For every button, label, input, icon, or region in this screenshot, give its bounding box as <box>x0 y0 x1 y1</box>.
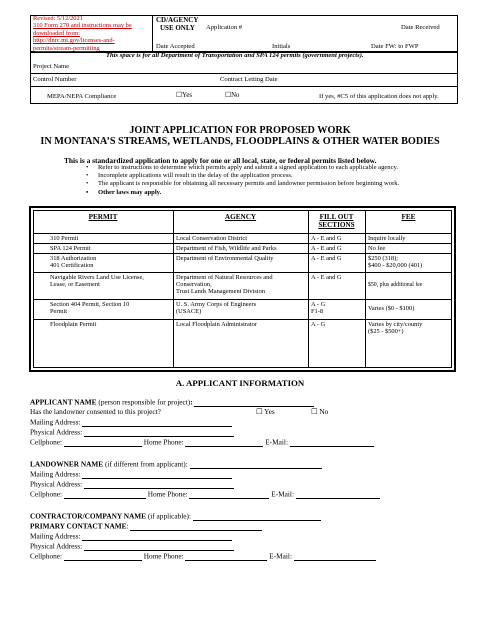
agency-cell: Local Floodplain Administrator <box>176 321 257 328</box>
intro-bullet: • Refer to instructions to determine which permits apply and submit a signed application to each applicable agency. <box>78 164 478 172</box>
applicant-name-row: APPLICANT NAME (person responsible for project): <box>30 398 314 407</box>
intro-bullet: • Other laws may apply. <box>78 189 478 197</box>
agency-cell: Department of Fish, Wildlife and Parks <box>176 245 277 252</box>
page-title: JOINT APPLICATION FOR PROPOSED WORK IN MONTANA’S STREAMS, WETLANDS, FLOODPLAINS & OTHER WATER BODIES <box>40 125 440 147</box>
contractor-name-row: CONTRACTOR/COMPANY NAME (if applicable): <box>30 512 321 521</box>
contractor-mailing-row: Mailing Address: <box>30 532 232 541</box>
applicant-name-field[interactable] <box>194 398 314 407</box>
contractor-mailing-field[interactable] <box>82 532 232 541</box>
fee-cell: No fee <box>368 245 386 252</box>
row-divider <box>33 319 452 320</box>
contractor-home-phone-field[interactable] <box>185 552 267 561</box>
applicant-cellphone-field[interactable] <box>64 438 142 447</box>
applicant-phone-row: Cellphone: Home Phone: E-Mail: <box>30 438 374 447</box>
primary-contact-field[interactable] <box>130 522 262 531</box>
landowner-phone-row: Cellphone: Home Phone: E-Mail: <box>30 490 380 499</box>
header-fill-out: FILL OUT SECTIONS <box>318 213 355 229</box>
cd-agency-label: CD/AGENCY USE ONLY <box>156 16 199 32</box>
revised-note: Revised: 5/12/2021 310 Form 270 and instructions may be downloaded from: http://dnrc.mt.gov/licenses-and- permits/stream-permitting <box>33 15 132 52</box>
header-permit: PERMIT <box>88 213 118 221</box>
intro-bullet: • The applicant is responsible for obtaining all necessary permits and landowner permission before beginning work. <box>78 180 478 188</box>
section-a-title: A. APPLICANT INFORMATION <box>175 378 305 388</box>
agency-cell: U. S. Army Corps of Engineers (USACE) <box>176 301 257 316</box>
fee-cell: Varies by city/county ($25 - $500+) <box>368 321 423 336</box>
row-divider <box>33 233 452 234</box>
landowner-consent-label: Has the landowner consented to this project? <box>30 407 161 416</box>
control-number-line <box>30 86 458 87</box>
agency-cell: Local Conservation District <box>176 235 247 242</box>
applicant-mailing-row: Mailing Address: <box>30 418 232 427</box>
landowner-home-phone-field[interactable] <box>189 490 269 499</box>
mepa-compliance-label: MEPA/NEPA Compliance <box>47 93 117 100</box>
agency-cell: Department of Natural Resources and Conservation, Trust Lands Management Division <box>176 274 273 296</box>
landowner-cellphone-field[interactable] <box>64 490 146 499</box>
applicant-physical-field[interactable] <box>84 428 234 437</box>
contractor-physical-row: Physical Address: <box>30 542 234 551</box>
contractor-name-label: CONTRACTOR/COMPANY NAME <box>30 511 147 521</box>
fee-cell: $250 (318); $400 - $20,000 (401) <box>368 255 423 270</box>
contractor-phone-row: Cellphone: Home Phone: E-Mail: <box>30 552 376 561</box>
contract-letting-date-label: Contract Letting Date <box>220 76 278 83</box>
contractor-cellphone-field[interactable] <box>64 552 142 561</box>
applicant-email-field[interactable] <box>290 438 374 447</box>
permit-cell: 318 Authorization 401 Certification <box>50 255 97 270</box>
permit-cell: Navigable Rivers Land Use License, Lease, or Easement <box>50 274 144 289</box>
sections-cell: A - E and G <box>311 274 342 281</box>
sections-cell: A - E and G <box>311 255 342 262</box>
agency-cell: Department of Environmental Quality <box>176 255 274 262</box>
permit-cell: 310 Permit <box>50 235 79 242</box>
applicant-name-note: (person responsible for project) <box>96 397 191 407</box>
landowner-physical-field[interactable] <box>84 480 234 489</box>
control-number-label: Control Number <box>33 76 77 83</box>
application-number-label: Application # <box>206 24 243 31</box>
intro-bullet: • Incomplete applications will result in the delay of the application process. <box>78 172 478 180</box>
landowner-email-field[interactable] <box>296 490 380 499</box>
applicant-physical-row: Physical Address: <box>30 428 234 437</box>
if-yes-note: If yes, #C5 of this application does not apply. <box>319 93 439 100</box>
header-divider <box>152 15 153 52</box>
sections-cell: A - E and G <box>311 245 342 252</box>
sections-cell: A - G <box>311 321 326 328</box>
intro-heading: This is a standardized application to apply for one or all local, state, or federal permits listed below. <box>64 156 377 165</box>
permit-cell: SPA 124 Permit <box>50 245 91 252</box>
consent-yes-checkbox[interactable]: ☐ Yes <box>256 407 275 416</box>
fee-cell: Inquire locally <box>368 235 406 242</box>
fee-cell: Varies ($0 - $100) <box>368 305 415 312</box>
date-accepted-label: Date Accepted <box>156 43 195 50</box>
fee-cell: $50, plus additional fee <box>368 282 423 288</box>
primary-contact-row: PRIMARY CONTACT NAME: <box>30 522 262 531</box>
project-name-line <box>30 73 458 74</box>
header-fee: FEE <box>401 213 416 221</box>
permit-cell: Section 404 Permit, Section 10 Permit <box>50 301 130 316</box>
consent-no-checkbox[interactable]: ☐ No <box>311 407 329 416</box>
applicant-name-label: APPLICANT NAME <box>30 397 97 407</box>
row-divider <box>33 272 452 273</box>
contractor-physical-field[interactable] <box>84 542 234 551</box>
sections-cell: A - E and G <box>311 235 342 242</box>
date-fw-label: Date FW: to FWP <box>371 43 419 50</box>
landowner-mailing-field[interactable] <box>82 470 232 479</box>
applicant-home-phone-field[interactable] <box>185 438 263 447</box>
landowner-mailing-row: Mailing Address: <box>30 470 232 479</box>
landowner-consent-row <box>30 408 161 416</box>
permit-cell: Floodplain Permit <box>50 321 97 328</box>
landowner-name-label: LANDOWNER NAME <box>30 459 104 469</box>
project-name-label: Project Name <box>33 63 70 70</box>
header-agency: AGENCY <box>224 213 257 221</box>
sections-cell: A - G F1-8 <box>311 301 326 316</box>
initials-label: Initials <box>272 43 291 50</box>
date-received-label: Date Received <box>401 24 440 31</box>
row-divider <box>33 243 452 244</box>
landowner-name-field[interactable] <box>190 460 322 469</box>
mepa-yes-checkbox[interactable]: ☐Yes <box>176 92 192 99</box>
applicant-mailing-field[interactable] <box>82 418 232 427</box>
primary-contact-label: PRIMARY CONTACT NAME <box>30 521 127 531</box>
landowner-physical-row: Physical Address: <box>30 480 234 489</box>
dot-note: This space is for all Department of Transportation and SPA 124 permits (government projects). <box>106 52 364 59</box>
contractor-name-field[interactable] <box>193 512 321 521</box>
contractor-email-field[interactable] <box>294 552 376 561</box>
mepa-no-checkbox[interactable]: ☐No <box>225 92 240 99</box>
row-divider <box>33 299 452 300</box>
landowner-name-row: LANDOWNER NAME (if different from applicant): <box>30 460 322 469</box>
intro-bullets <box>78 164 478 197</box>
row-divider <box>33 253 452 254</box>
